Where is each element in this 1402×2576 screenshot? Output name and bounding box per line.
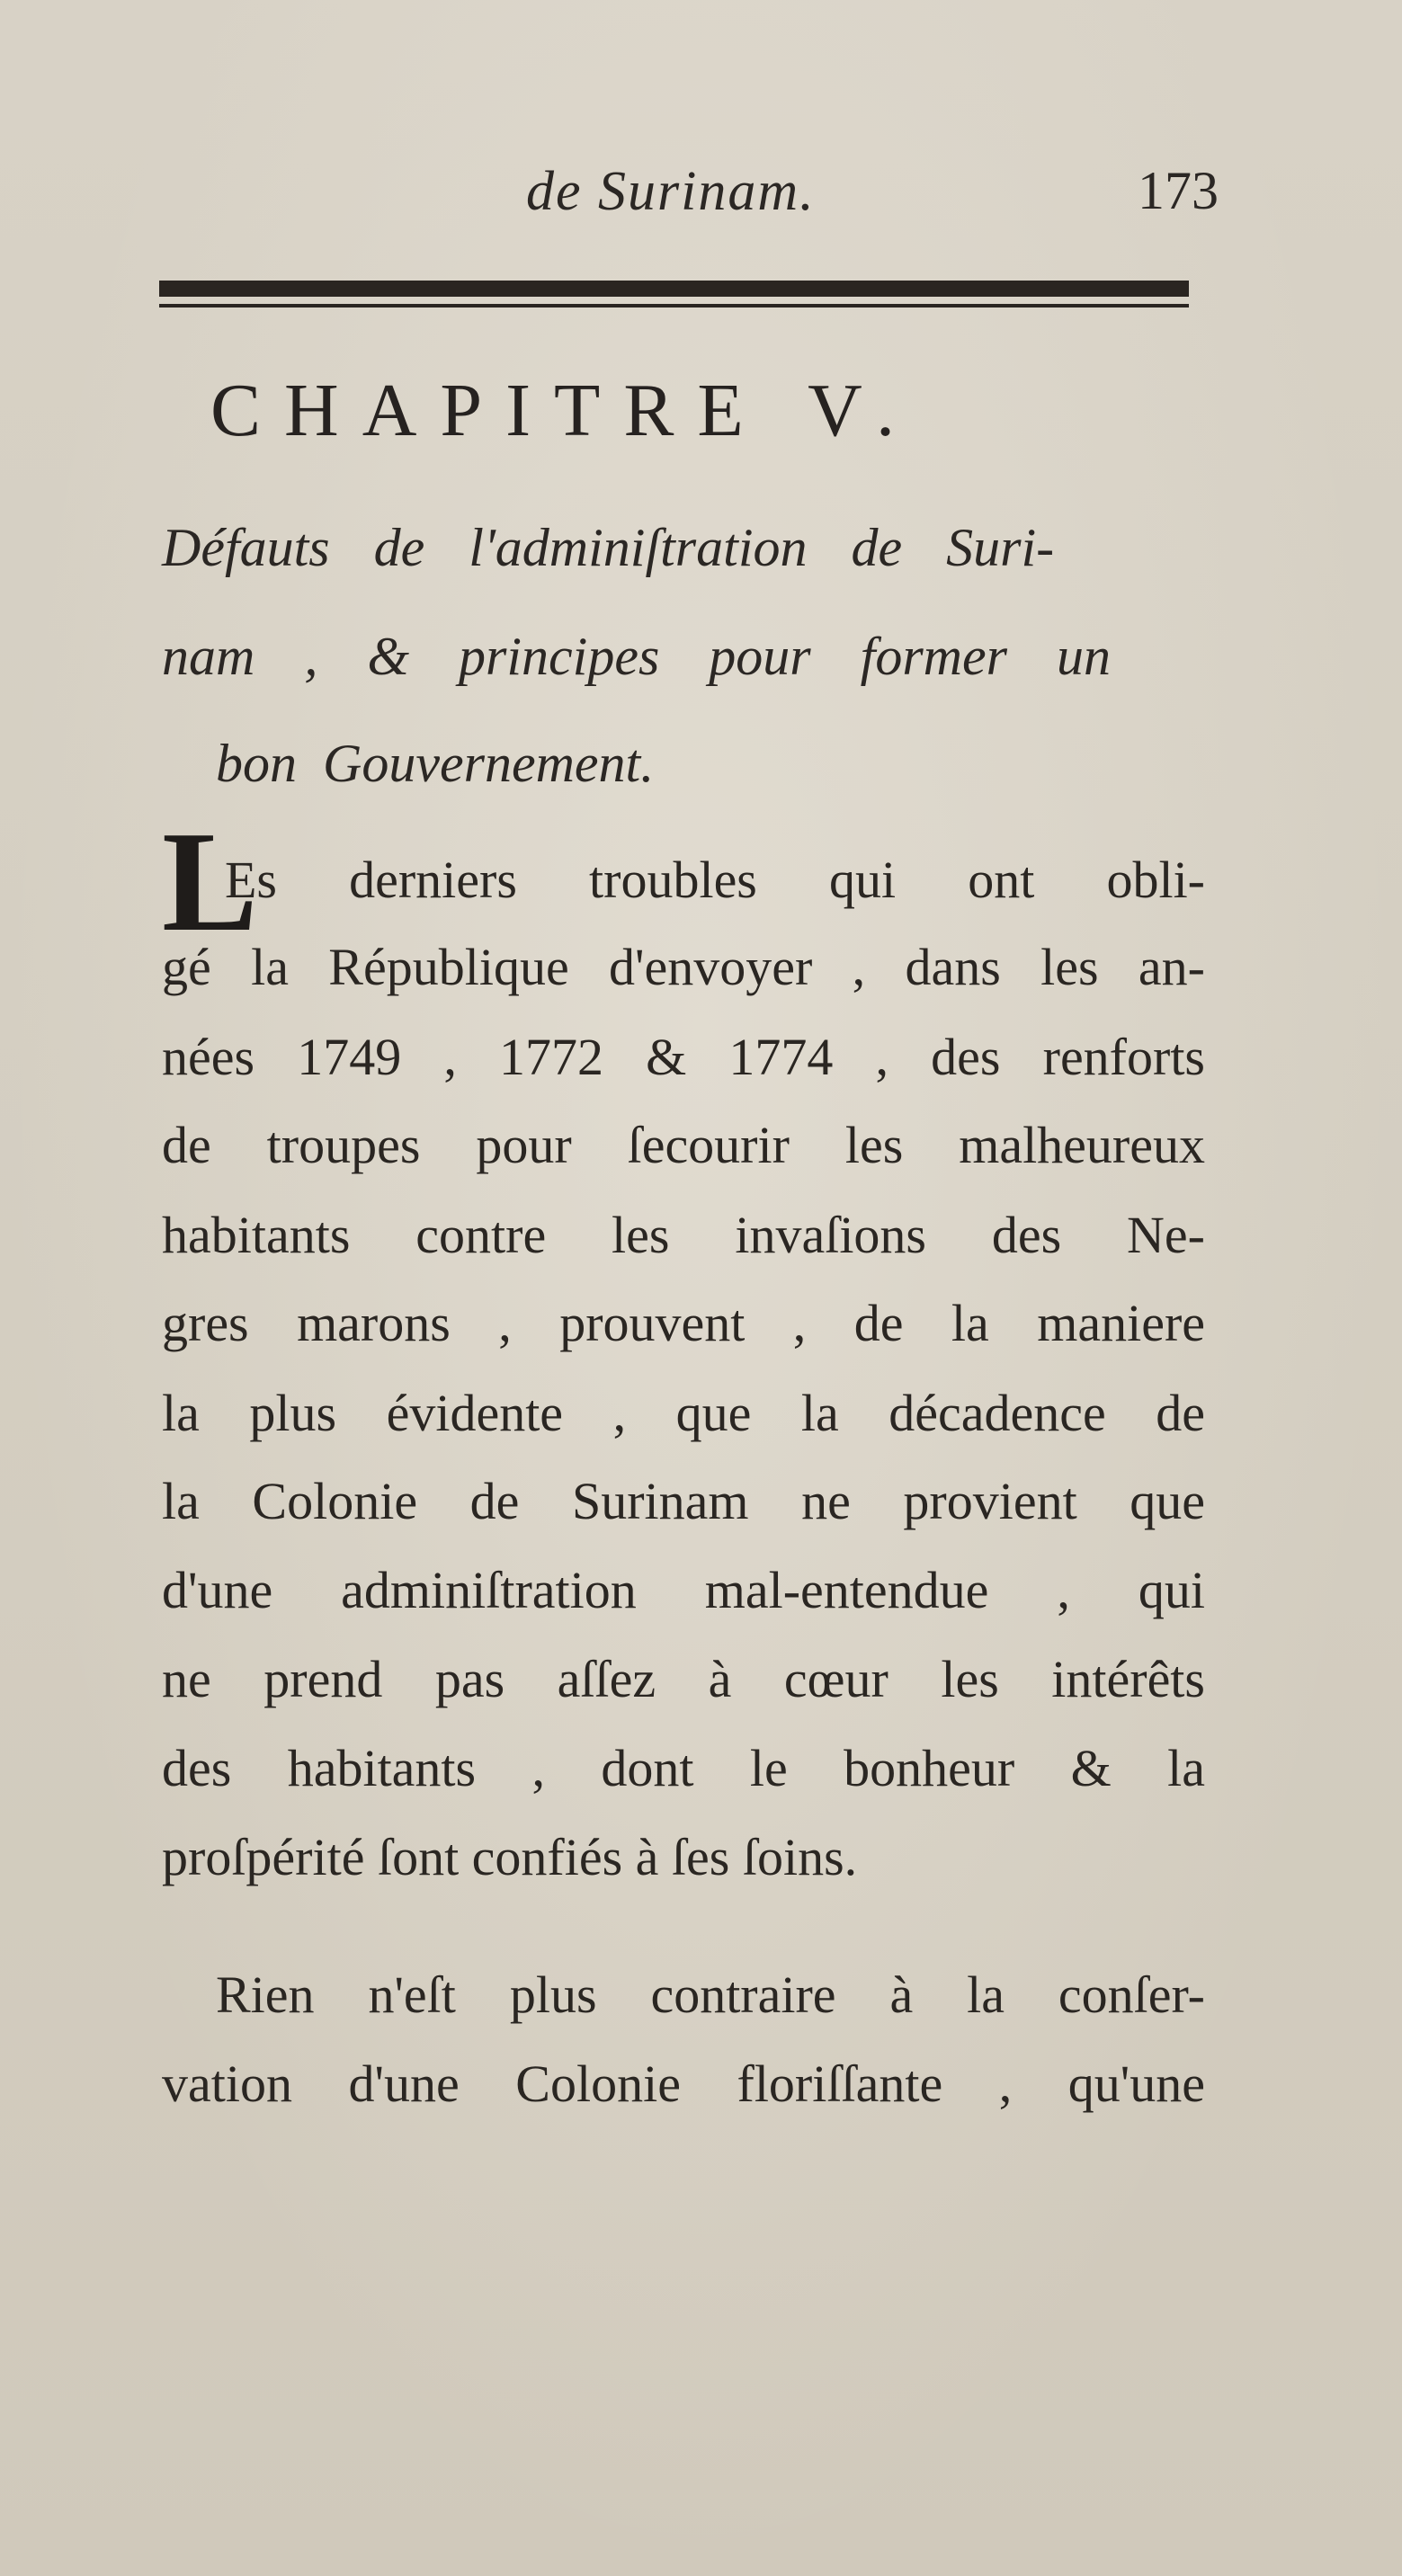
body-line: vation d'une Colonie floriſſante , qu'une bbox=[162, 2055, 1205, 2113]
body-line: gé la République d'envoyer , dans les an- bbox=[162, 938, 1205, 996]
body-line: d'une adminiſtration mal-entendue , qui bbox=[162, 1561, 1205, 1619]
body-line: Rien n'eſt plus contraire à la conſer- bbox=[216, 1965, 1205, 2024]
body-line: des habitants , dont le bonheur & la bbox=[162, 1739, 1205, 1797]
chapter-subtitle-line: Défauts de l'adminiſtration de Suri- bbox=[162, 518, 1055, 577]
body-line: nées 1749 , 1772 & 1774 , des renforts bbox=[162, 1028, 1205, 1086]
header-rule-thin bbox=[159, 304, 1189, 308]
running-title: de Surinam. bbox=[526, 161, 816, 222]
body-line: proſpérité ſont confiés à ſes ſoins. bbox=[162, 1828, 858, 1886]
body-line: ne prend pas aſſez à cœur les intérêts bbox=[162, 1650, 1205, 1708]
body-line: la plus évidente , que la décadence de bbox=[162, 1384, 1205, 1442]
body-line: de troupes pour ſecourir les malheureux bbox=[162, 1116, 1205, 1174]
running-header bbox=[526, 160, 1219, 232]
chapter-subtitle-line: bon Gouvernement. bbox=[216, 734, 655, 793]
chapter-subtitle-line: nam , & principes pour former un bbox=[162, 627, 1111, 686]
drop-cap: L bbox=[162, 801, 258, 961]
body-first-line: Es derniers troubles qui ont obli- bbox=[225, 851, 1205, 909]
chapter-title: CHAPITRE V. bbox=[210, 369, 919, 452]
body-line: gres marons , prouvent , de la maniere bbox=[162, 1294, 1205, 1352]
page-number: 173 bbox=[1138, 161, 1219, 220]
header-rule-thick bbox=[159, 281, 1189, 297]
body-line: habitants contre les invaſions des Ne- bbox=[162, 1206, 1205, 1264]
body-line: la Colonie de Surinam ne provient que bbox=[162, 1472, 1205, 1530]
